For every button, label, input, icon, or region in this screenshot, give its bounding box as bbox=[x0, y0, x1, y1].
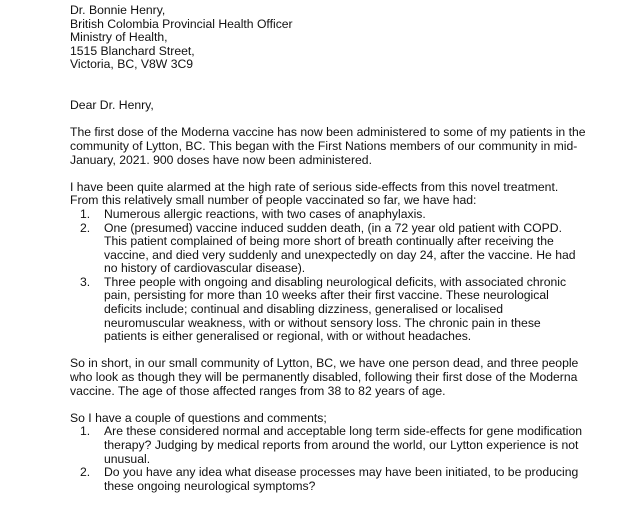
list-item bbox=[70, 208, 628, 222]
paragraph-line: From this relatively small number of people vaccinated so far, we have had: bbox=[70, 193, 477, 208]
list-line: these ongoing neurological symptoms? bbox=[104, 478, 316, 493]
address-line: British Colombia Provincial Health Officer bbox=[70, 16, 293, 31]
address-line: 1515 Blanchard Street, bbox=[70, 43, 195, 58]
list-number: 3. bbox=[80, 274, 91, 289]
paragraph-line: I have been quite alarmed at the high rate of serious side-effects from this novel treatment. bbox=[70, 179, 559, 194]
spacer bbox=[70, 344, 628, 358]
list-line: neuromuscular weakness, with or without sensory loss. The chronic pain in these bbox=[104, 315, 541, 330]
address-line: Ministry of Health, bbox=[70, 30, 168, 45]
spacer bbox=[70, 398, 628, 412]
spacer bbox=[70, 72, 628, 99]
list-line: Three people with ongoing and disabling neurological deficits, with associated chronic bbox=[104, 274, 567, 289]
list-line: pain, persisting for more than 10 weeks after their first vaccine. These neurological bbox=[104, 288, 549, 303]
paragraph-line: So in short, in our small community of Lytton, BC, we have one person dead, and three people bbox=[70, 356, 579, 371]
letter-page bbox=[70, 4, 628, 493]
list-item bbox=[70, 466, 628, 493]
paragraph-summary bbox=[70, 357, 628, 398]
list-number: 1. bbox=[80, 206, 91, 221]
list-number: 2. bbox=[80, 220, 91, 235]
paragraph-line: vaccine. The age of those affected ranges from 38 to 82 years of age. bbox=[70, 383, 446, 398]
list-line: Numerous allergic reactions, with two cases of anaphylaxis. bbox=[104, 206, 426, 221]
address-line: Dr. Bonnie Henry, bbox=[70, 3, 166, 17]
list-item bbox=[70, 222, 628, 276]
list-item bbox=[70, 276, 628, 344]
address-line: Victoria, BC, V8W 3C9 bbox=[70, 57, 194, 72]
list-line: One (presumed) vaccine induced sudden death, (in a 72 year old patient with COPD. bbox=[104, 220, 562, 235]
list-line: Are these considered normal and acceptable long term side-effects for gene modification bbox=[104, 424, 583, 439]
list-line: vaccine, and died very suddenly and unexpectedly on day 24, after the vaccine. He had bbox=[104, 247, 576, 262]
paragraph-line: who look as though they will be permanently disabled, following their first dose of the Moderna bbox=[70, 370, 578, 385]
paragraph-questions bbox=[70, 412, 628, 494]
list-item bbox=[70, 425, 628, 466]
recipient-address bbox=[70, 4, 628, 72]
list-line: This patient complained of being more short of breath continually after receiving the bbox=[104, 234, 554, 249]
list-line: patients is either generalised or regional, with or without headaches. bbox=[104, 329, 472, 344]
list-line: Do you have any idea what disease processes may have been initiated, to be producing bbox=[104, 465, 579, 480]
questions-list bbox=[70, 425, 628, 493]
list-line: therapy? Judging by medical reports from around the world, our Lytton experience is not bbox=[104, 438, 579, 452]
list-number: 2. bbox=[80, 465, 91, 480]
paragraph-line: So I have a couple of questions and comments; bbox=[70, 410, 327, 425]
salutation: Dear Dr. Henry, bbox=[70, 98, 154, 113]
list-number: 1. bbox=[80, 424, 91, 439]
paragraph-line: January, 2021. 900 doses have now been administered. bbox=[70, 152, 372, 167]
paragraph-intro bbox=[70, 126, 628, 167]
list-line: unusual. bbox=[104, 451, 151, 466]
list-line: deficits include; continual and disabling dizziness, generalised or localised bbox=[104, 302, 504, 317]
paragraph-side-effects bbox=[70, 181, 628, 344]
spacer bbox=[70, 113, 628, 127]
spacer bbox=[70, 167, 628, 181]
list-line: no history of cardiovascular disease). bbox=[104, 261, 306, 276]
paragraph-line: The first dose of the Moderna vaccine has now been administered to some of my patients in the bbox=[70, 125, 586, 140]
side-effects-list bbox=[70, 208, 628, 344]
paragraph-line: community of Lytton, BC. This began with the First Nations members of our community in mid- bbox=[70, 138, 578, 153]
